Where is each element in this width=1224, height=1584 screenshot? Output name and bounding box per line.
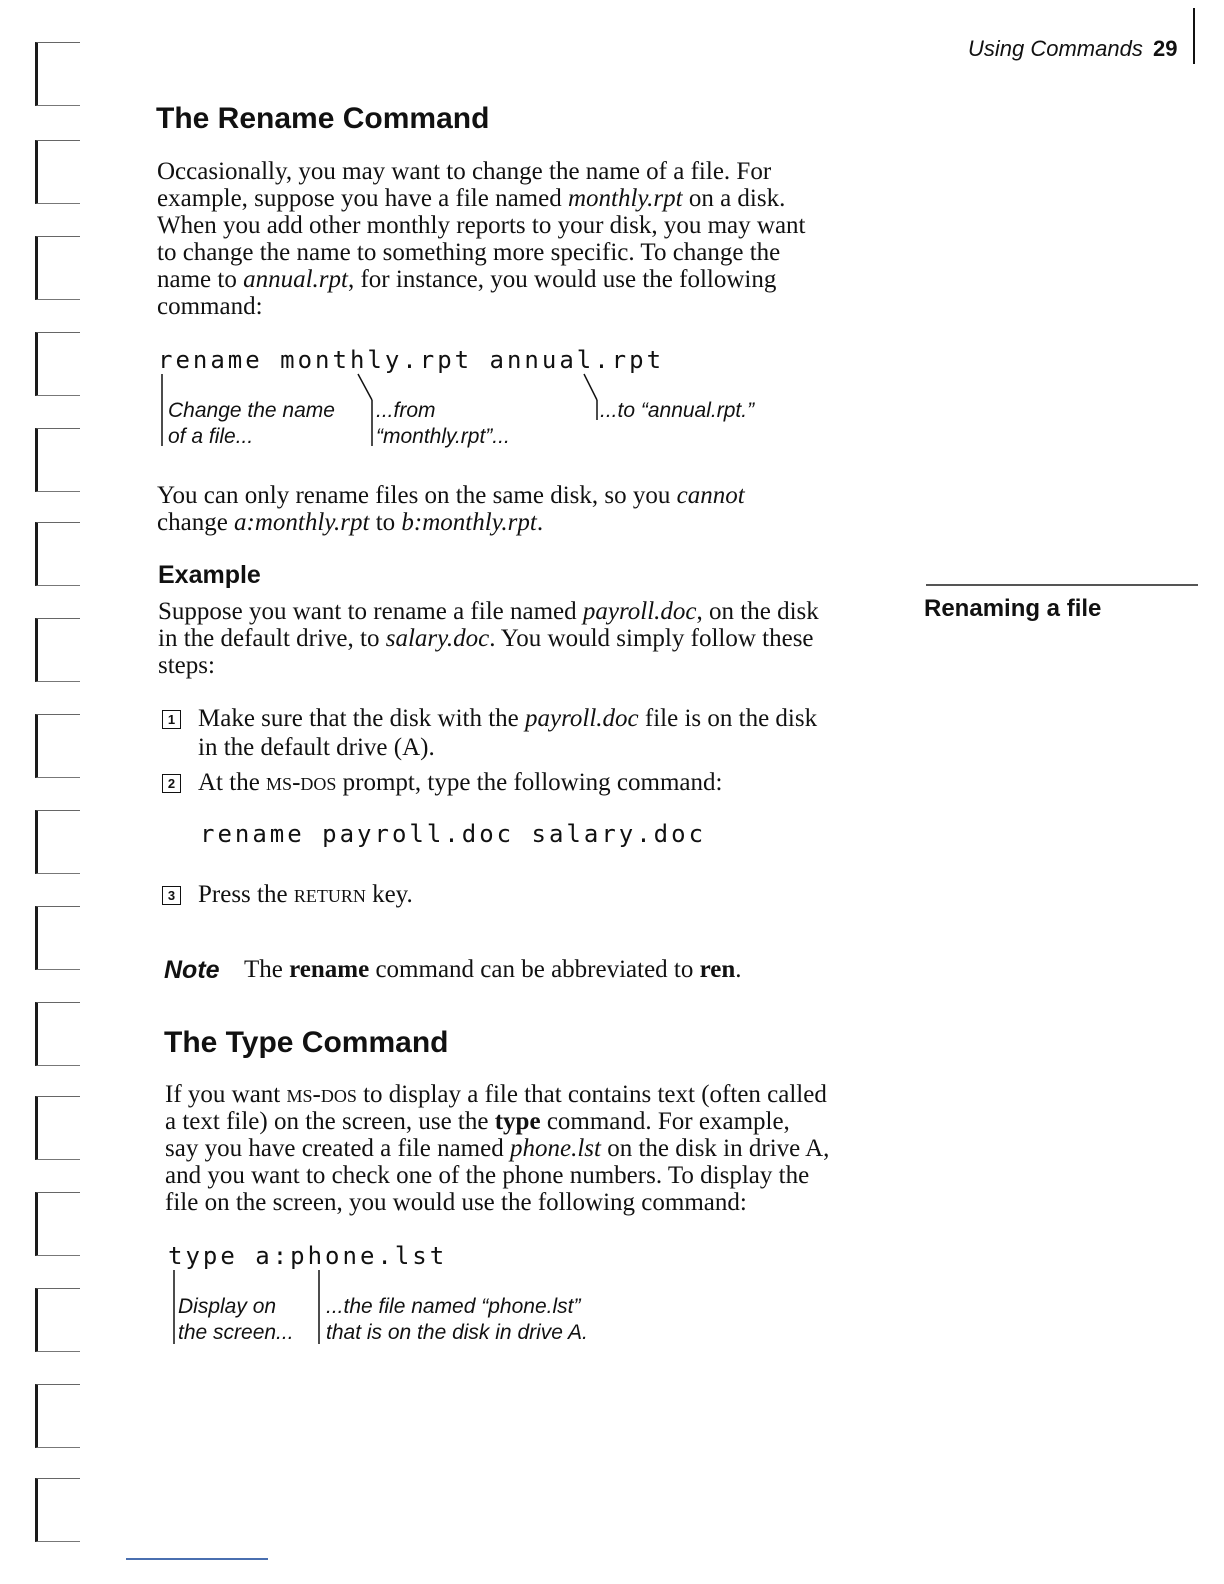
text-line — [157, 482, 917, 509]
step-1-text — [198, 704, 918, 762]
command-name: rename — [289, 956, 370, 983]
annotation-change-name — [168, 398, 335, 450]
bottom-rule — [126, 1558, 268, 1560]
text-line: steps: — [158, 652, 215, 679]
rename-intro — [157, 158, 917, 320]
filename: payroll.doc — [525, 705, 639, 732]
text-line — [165, 1081, 925, 1108]
example-text — [158, 598, 918, 679]
filename: a:monthly.rpt — [234, 509, 370, 536]
margin-bracket — [35, 1002, 80, 1066]
text-run: At the — [198, 769, 267, 796]
filename: monthly.rpt — [567, 185, 683, 212]
running-header — [968, 36, 1177, 62]
annotation-to: ...to “annual.rpt.” — [600, 399, 755, 422]
text-run: on a disk. — [682, 185, 786, 212]
step-number-box: 1 — [162, 710, 181, 729]
filename: salary.doc — [385, 625, 490, 652]
small-caps-term: ms-dos — [286, 1081, 357, 1108]
margin-bracket — [35, 522, 80, 586]
margin-bracket — [35, 1478, 80, 1542]
text-run: , for instance, you would use the following — [347, 266, 777, 293]
text-run: . — [735, 956, 742, 983]
margin-bracket — [35, 140, 80, 204]
text-run: You can only rename files on the same disk, so you — [157, 482, 677, 509]
text-run: Press the — [198, 881, 294, 908]
annotation-file-named — [326, 1294, 588, 1346]
text-line — [158, 625, 918, 652]
text-run: change — [157, 509, 235, 536]
annotation-line: “monthly.rpt”... — [376, 425, 510, 448]
margin-bracket — [35, 714, 80, 778]
header-rule — [1193, 8, 1195, 64]
margin-bracket — [35, 42, 80, 106]
step-number-box: 3 — [162, 886, 181, 905]
text-run: command. For example, — [540, 1108, 790, 1135]
text-run: The — [244, 956, 290, 983]
margin-bracket — [35, 906, 80, 970]
margin-bracket — [35, 332, 80, 396]
annotation-line: ...from — [376, 399, 436, 422]
annotation-display-on — [178, 1294, 294, 1346]
annotation-line: ...the file named “phone.lst” — [326, 1295, 581, 1318]
margin-bracket — [35, 810, 80, 874]
annotation-line: of a file... — [168, 425, 254, 448]
text-line — [165, 1108, 925, 1135]
text-run: command can be abbreviated to — [369, 956, 700, 983]
callout-line — [358, 374, 372, 400]
margin-bracket — [35, 1096, 80, 1160]
command-name: ren — [699, 956, 736, 983]
text-line — [198, 704, 918, 733]
text-run: to — [369, 509, 402, 536]
note-text — [244, 956, 924, 983]
text-line: in the default drive (A). — [198, 734, 435, 761]
page-number: 29 — [1152, 36, 1178, 61]
margin-bracket — [35, 1288, 80, 1352]
text-line: to change the name to something more specific. To change the — [157, 239, 781, 266]
rename-command: rename monthly.rpt annual.rpt — [158, 346, 665, 374]
emphasis: cannot — [676, 482, 745, 509]
command-name: type — [494, 1108, 541, 1135]
text-run: Suppose you want to rename a file named — [158, 598, 583, 625]
text-line — [157, 185, 917, 212]
margin-bracket — [35, 618, 80, 682]
note-label: Note — [164, 956, 220, 984]
type-text — [165, 1081, 925, 1216]
text-line — [158, 598, 918, 625]
text-line: Occasionally, you may want to change the name of a file. For — [157, 158, 772, 185]
annotation-from — [376, 398, 510, 450]
text-line: When you add other monthly reports to your disk, you may want — [157, 212, 806, 239]
text-line — [157, 509, 917, 536]
step-2-command: rename payroll.doc salary.doc — [200, 820, 707, 848]
text-line: command: — [157, 293, 263, 320]
margin-bracket — [35, 1192, 80, 1256]
margin-bracket — [35, 428, 80, 492]
side-note: Renaming a file — [924, 595, 1102, 622]
text-line — [165, 1135, 925, 1162]
callout-line — [584, 374, 597, 400]
step-3-text — [198, 880, 918, 909]
annotation-line: Change the name — [168, 399, 335, 422]
annotation-line: the screen... — [178, 1321, 294, 1344]
text-line: and you want to check one of the phone numbers. To display the — [165, 1162, 810, 1189]
text-line — [157, 266, 917, 293]
margin-bracket — [35, 236, 80, 300]
text-run: in the default drive, to — [158, 625, 386, 652]
step-number-box: 2 — [162, 774, 181, 793]
side-note-rule — [926, 584, 1198, 586]
small-caps-term: ms-dos — [266, 769, 337, 796]
filename: b:monthly.rpt — [401, 509, 537, 536]
text-run: file is on the disk — [638, 705, 818, 732]
text-line: file on the screen, you would use the following command: — [165, 1189, 747, 1216]
rename-para2 — [157, 482, 917, 536]
text-run: . — [536, 509, 544, 536]
filename: payroll.doc — [582, 598, 697, 625]
text-run: say you have created a file named — [165, 1135, 510, 1162]
text-run: prompt, type the following command: — [336, 769, 723, 796]
text-run: name to — [157, 266, 244, 293]
filename: annual.rpt — [243, 266, 348, 293]
type-heading: The Type Command — [164, 1026, 449, 1059]
annotation-line: Display on — [178, 1295, 277, 1318]
small-caps-term: return — [293, 881, 366, 908]
text-run: , on the disk — [696, 598, 819, 625]
filename: phone.lst — [509, 1135, 601, 1162]
step-2-text — [198, 768, 918, 797]
text-run: example, suppose you have a file named — [157, 185, 568, 212]
type-command: type a:phone.lst — [168, 1242, 448, 1270]
text-run: key. — [365, 881, 413, 908]
text-run: Make sure that the disk with the — [198, 705, 526, 732]
example-heading: Example — [158, 561, 261, 589]
text-run: on the disk in drive A, — [600, 1135, 830, 1162]
header-section: Using Commands — [968, 36, 1143, 61]
text-run: to display a file that contains text (often called — [356, 1081, 827, 1108]
margin-bracket — [35, 1384, 80, 1448]
annotation-line: that is on the disk in drive A. — [326, 1321, 588, 1344]
text-run: . You would simply follow these — [489, 625, 814, 652]
text-run: a text file) on the screen, use the — [165, 1108, 495, 1135]
rename-heading: The Rename Command — [156, 102, 490, 135]
text-run: If you want — [165, 1081, 287, 1108]
